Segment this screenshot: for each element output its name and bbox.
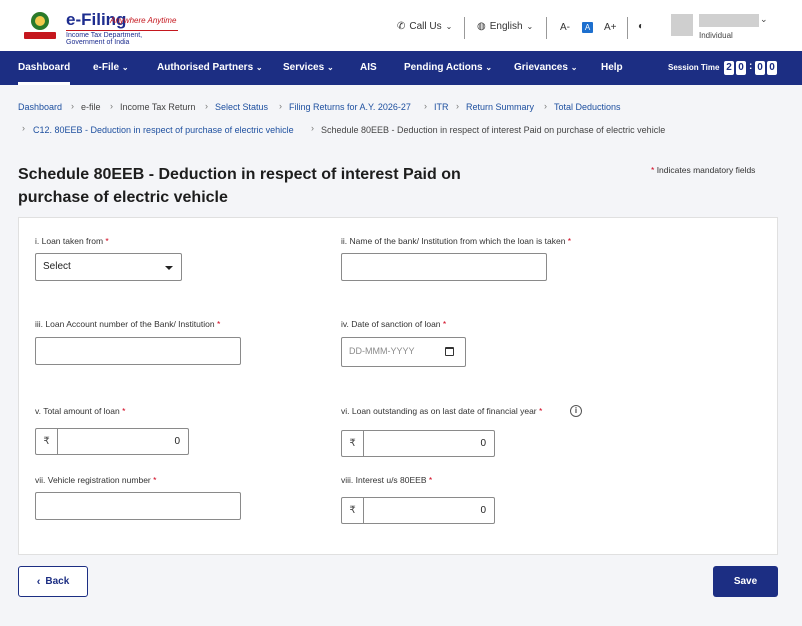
session-time-label: Session Time (668, 63, 720, 72)
session-digit: 0 (736, 61, 746, 75)
sanction-date-input[interactable] (341, 337, 466, 367)
mandatory-note: * Indicates mandatory fields (651, 165, 756, 175)
breadcrumb-total-deductions[interactable]: Total Deductions (554, 102, 621, 112)
nav-authorised-partners[interactable]: Authorised Partners ⌄ (157, 62, 263, 73)
header-divider (546, 17, 547, 39)
nav-grievances[interactable]: Grievances ⌄ (514, 62, 578, 73)
breadcrumb-c12-80eeb[interactable]: C12. 80EEB - Deduction in respect of purchase of electric vehicle (33, 125, 294, 135)
bank-name-input[interactable] (341, 253, 547, 281)
chevron-left-icon: ‹ (36, 575, 41, 588)
national-emblem-icon (20, 8, 60, 42)
bank-name-label: ii. Name of the bank/ Institution from which the loan is taken * (341, 236, 572, 246)
breadcrumb-e-file: e-file (81, 102, 101, 112)
phone-icon: ✆ (397, 21, 406, 32)
chevron-right-icon: › (456, 101, 459, 111)
chevron-right-icon: › (424, 101, 427, 111)
nav-pending-actions[interactable]: Pending Actions ⌄ (404, 62, 493, 73)
breadcrumb-income-tax-return: Income Tax Return (120, 102, 196, 112)
font-decrease-button[interactable]: A- (560, 22, 570, 33)
logo-subtitle: Income Tax Department, Government of India (66, 30, 178, 46)
chevron-right-icon: › (205, 101, 208, 111)
nav-ais[interactable]: AIS (360, 62, 377, 73)
session-colon: : (749, 61, 753, 72)
form-card (18, 217, 778, 555)
outstanding-input[interactable] (341, 430, 495, 457)
logo-tagline: Anywhere Anytime (110, 16, 177, 25)
page-title: Schedule 80EEB - Deduction in respect of interest Paid on purchase of electric vehicle (18, 166, 461, 206)
breadcrumb-itr[interactable]: ITR (434, 102, 449, 112)
chevron-down-icon[interactable]: ⌄ (760, 14, 768, 24)
back-label: Back (45, 576, 70, 587)
breadcrumb-return-summary[interactable]: Return Summary (466, 102, 535, 112)
session-digit: 0 (755, 61, 765, 75)
rupee-icon: ₹ (342, 498, 364, 524)
interest-input[interactable] (341, 497, 495, 524)
chevron-right-icon: › (110, 101, 113, 111)
user-name-redacted (699, 14, 759, 27)
sanction-date-label: iv. Date of sanction of loan * (341, 319, 447, 329)
language-menu[interactable] (477, 21, 533, 32)
call-us-menu[interactable] (397, 21, 452, 32)
font-normal-button[interactable]: A (582, 22, 593, 33)
header-divider (464, 17, 465, 39)
save-button[interactable]: Save (713, 566, 778, 597)
user-role: Individual (699, 31, 733, 40)
account-number-input[interactable] (35, 337, 241, 365)
nav-dashboard[interactable]: Dashboard (18, 51, 70, 85)
breadcrumb-dashboard[interactable]: Dashboard (18, 102, 63, 112)
session-digit: 2 (724, 61, 734, 75)
contrast-icon: ◐ (638, 21, 645, 32)
loan-from-label: i. Loan taken from * (35, 236, 109, 246)
interest-label: viii. Interest u/s 80EEB * (341, 475, 433, 485)
main-navbar (0, 51, 802, 85)
loan-from-select[interactable] (35, 253, 182, 281)
font-increase-button[interactable]: A+ (604, 22, 617, 33)
chevron-down-icon: ⌄ (445, 22, 453, 31)
info-icon[interactable]: i (570, 405, 582, 417)
outstanding-value: 0 (480, 438, 486, 449)
calendar-icon[interactable] (445, 347, 454, 356)
language-label: English (489, 21, 523, 32)
date-placeholder: DD-MMM-YYYY (349, 346, 415, 356)
call-us-label: Call Us (409, 21, 442, 32)
nav-e-file[interactable]: e-File ⌄ (93, 62, 129, 73)
total-loan-value: 0 (174, 436, 180, 447)
interest-value: 0 (480, 505, 486, 516)
chevron-down-icon: ⌄ (526, 22, 534, 31)
chevron-right-icon: › (279, 101, 282, 111)
chevron-right-icon: › (544, 101, 547, 111)
header-divider (627, 17, 628, 39)
avatar[interactable] (671, 14, 693, 36)
total-loan-label: v. Total amount of loan * (35, 406, 126, 416)
top-header (0, 0, 802, 51)
nav-services[interactable]: Services ⌄ (283, 62, 334, 73)
chevron-right-icon: › (71, 101, 74, 111)
loan-from-value: Select (43, 261, 71, 272)
vehicle-reg-label: vii. Vehicle registration number * (35, 475, 157, 485)
account-number-label: iii. Loan Account number of the Bank/ Institution * (35, 319, 221, 329)
breadcrumb-filing-returns[interactable]: Filing Returns for A.Y. 2026-27 (289, 102, 411, 112)
contrast-toggle[interactable] (638, 21, 644, 32)
rupee-icon: ₹ (342, 431, 364, 457)
breadcrumb-select-status[interactable]: Select Status (215, 102, 269, 112)
breadcrumb-current: Schedule 80EEB - Deduction in respect of interest Paid on purchase of electric vehicle (321, 125, 666, 135)
logo-title: e-Filing (66, 10, 127, 29)
chevron-right-icon: › (22, 123, 25, 133)
caret-down-icon (165, 266, 173, 270)
back-button[interactable] (18, 566, 88, 597)
session-digit: 0 (767, 61, 777, 75)
nav-help[interactable]: Help (601, 62, 623, 73)
rupee-icon: ₹ (36, 429, 58, 455)
globe-icon: ◍ (477, 21, 486, 32)
outstanding-label: vi. Loan outstanding as on last date of financial year * (341, 406, 543, 416)
vehicle-reg-input[interactable] (35, 492, 241, 520)
total-loan-input[interactable] (35, 428, 189, 455)
chevron-right-icon: › (311, 123, 314, 133)
